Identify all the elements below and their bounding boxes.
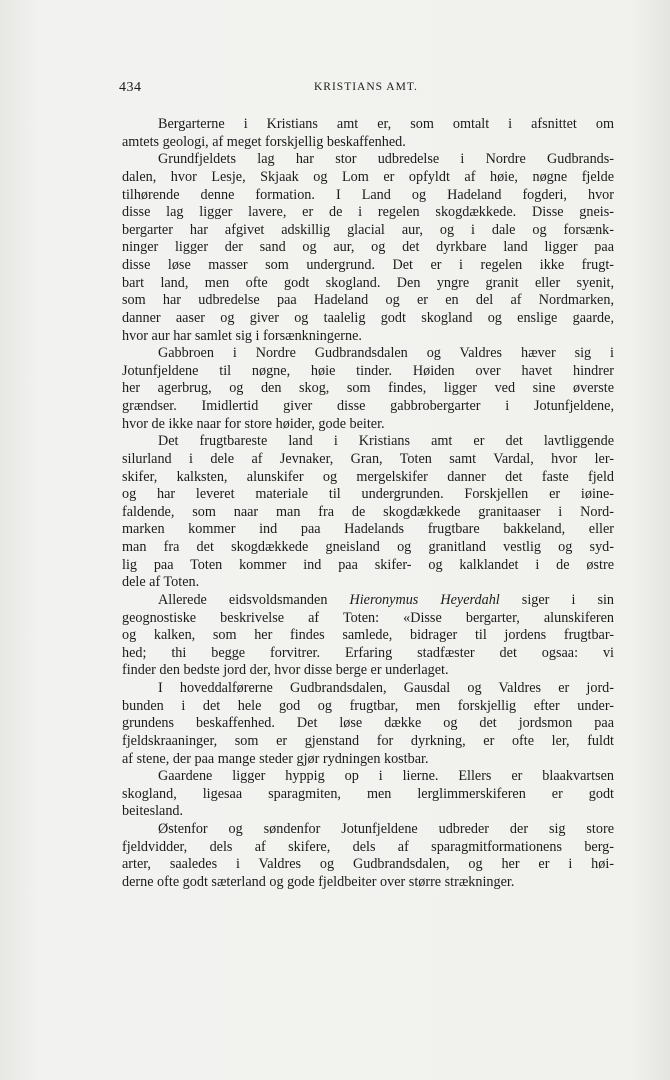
text-line: grundens beskaffenhed. Det løse dække og det jordsmon paa [122,715,614,732]
paragraph [122,116,614,151]
text-line: I hoveddalførerne Gudbrandsdalen, Gausdal og Valdres er jord- [158,680,614,696]
text-line: marken kommer ind paa Hadelands frugtbare bakkeland, eller [122,521,614,538]
text-line: Jotunfjeldene til nøgne, høie tinder. Høiden over havet hindrer [122,362,614,379]
text-line: og har leveret materiale til undergrunden. Forskjellen er iøine- [122,486,614,503]
paragraph [122,345,614,433]
text-line: geognostiske beskrivelse af Toten: «Disse bergarter, alunskiferen [122,609,614,626]
text-line: skifer, kalksten, alunskifer og mergelskifer danner det faste fjeld [122,468,614,485]
paragraph [122,680,614,768]
text-line: silurland i dele af Jevnaker, Gran, Toten samt Vardal, hvor ler- [122,450,614,467]
paragraph [122,768,614,821]
text-line: beitesland. [122,803,184,820]
body-text [122,116,614,892]
paragraph [122,151,614,345]
text-span: Allerede eidsvoldsmanden [158,591,350,608]
text-line: her agerbrug, og den skog, som findes, ligger ved sine øverste [122,380,614,397]
text-line: Gaardene ligger hyppig op i lierne. Ellers er blaakvartsen [158,768,614,785]
text-line: bart land, men ofte godt skogland. Den yngre granit eller syenit, [122,274,614,291]
text-line: amtets geologi, af meget forskjellig beskaffenhed. [122,133,406,150]
text-line: fjeldvidder, dels af skifere, dels af sparagmitformationens berg- [122,838,614,855]
text-line: hed; thi begge forvitrer. Erfaring stadfæster det ogsaa: vi [122,644,614,661]
paragraph [122,821,614,892]
text-line: lig paa Toten kommer ind paa skifer- og kalklandet i de østre [122,556,614,573]
text-line: Østenfor og søndenfor Jotunfjeldene udbreder der sig store [158,821,614,837]
person-name: Hieronymus Heyerdahl [349,591,500,608]
text-line: finder den bedste jord der, hvor disse berge er underlaget. [122,662,449,679]
text-line: bunden i det hele god og frugtbar, men forskjellig efter under- [122,697,614,714]
page-header [119,80,615,98]
text-line: af stene, der paa mange steder gjør rydningen kostbar. [122,750,429,767]
paragraph [122,433,614,592]
text-line: hvor aur har samlet sig i forsænkningerne. [122,327,362,344]
text-line: tilhørende denne formation. I Land og Hadeland fogderi, hvor [122,186,614,203]
text-line: man fra det skogdækkede gneisland og granitland vestlig og syd- [122,539,614,555]
text-line: disse lag ligger lavere, er de i regelen skogdækkede. Disse gneis- [122,204,614,221]
text-line: danner aaser og giver og taalelig godt skogland og enslige gaarde, [122,309,614,326]
text-line: derne ofte godt sæterland og gode fjeldbeiter over større strækninger. [122,873,515,890]
page-number: 434 [119,80,142,95]
text-line: og kalken, som her findes samlede, bidrager til jordens frugtbar- [122,627,614,644]
text-line: Gabbroen i Nordre Gudbrandsdalen og Valdres hæver sig i [158,345,614,362]
text-line: som har udbredelse paa Hadeland og er en del af Nordmarken, [122,292,614,309]
text-line: grændser. Imidlertid giver disse gabbrobergarter i Jotunfjeldene, [122,398,614,414]
text-line: Grundfjeldets lag har stor udbredelse i Nordre Gudbrands- [158,151,614,168]
text-line: disse løse masser som undergrund. Det er i regelen ikke frugt- [122,257,614,273]
text-line: Det frugtbareste land i Kristians amt er det lavtliggende [158,433,614,450]
text-line: arter, saaledes i Valdres og Gudbrandsdalen, og her er i høi- [122,856,614,873]
paragraph [122,592,614,680]
text-line: dele af Toten. [122,574,200,591]
text-span: siger i sin [499,591,614,608]
text-line: hvor de ikke naar for store høider, gode beiter. [122,415,385,432]
text-line: faldende, som naar man fra de skogdækkede granitaaser i Nord- [122,503,614,520]
text-line: skogland, ligesaa sparagmiten, men lerglimmerskiferen er godt [122,785,614,802]
running-title: KRISTIANS AMT. [314,81,418,93]
text-line: Bergarterne i Kristians amt er, som omtalt i afsnittet om [158,116,614,132]
text-line [122,592,614,610]
text-line: dalen, hvor Lesje, Skjaak og Lom er opfyldt af høie, nøgne fjelde [122,168,614,185]
text-line: ninger ligger der sand og aur, og det dyrkbare land ligger paa [122,239,614,256]
text-line: bergarter har afgivet adskillig glacial aur, og i dale og forsænk- [122,221,614,238]
text-line: fjeldskraaninger, som er gjenstand for dyrkning, er ofte ler, fuldt [122,732,614,749]
